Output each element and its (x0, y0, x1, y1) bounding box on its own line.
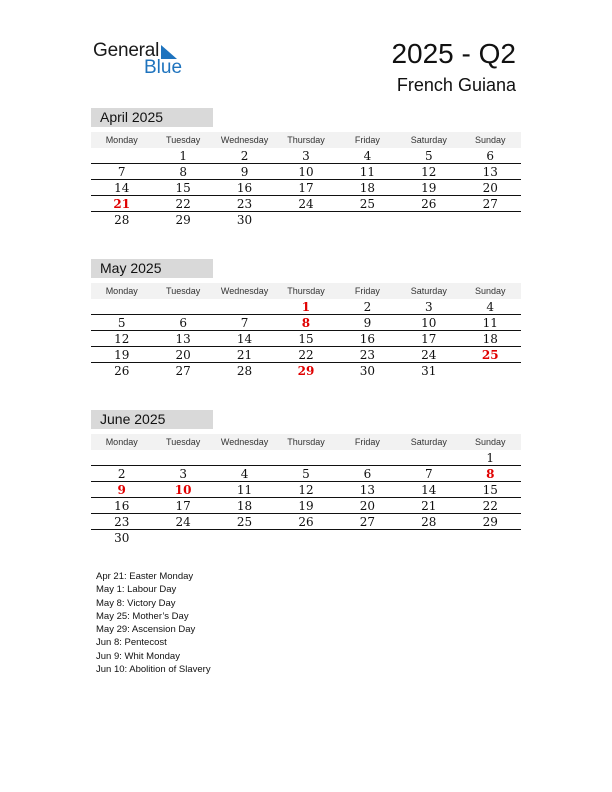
weekday-label: Sunday (474, 437, 506, 447)
weekday-label: Saturday (410, 135, 447, 145)
date-cell: 19 (298, 499, 314, 513)
holiday-note: May 29: Ascension Day (96, 624, 196, 636)
date-cell: 22 (482, 499, 498, 513)
weekday-label: Sunday (474, 286, 506, 296)
date-cell: 19 (114, 348, 130, 362)
date-cell: 21 (421, 499, 437, 513)
logo-text-blue: Blue (144, 57, 183, 78)
holiday-date-cell: 8 (486, 467, 495, 481)
date-cell: 22 (298, 348, 314, 362)
weekday-label: Tuesday (166, 286, 201, 296)
date-cell: 28 (114, 213, 130, 227)
date-cell: 5 (117, 316, 126, 330)
holiday-note: May 25: Mother’s Day (96, 610, 189, 622)
month-may (91, 259, 521, 379)
date-cell: 20 (359, 499, 376, 513)
date-cell: 21 (236, 348, 253, 362)
date-cell: 18 (236, 499, 253, 513)
date-cell: 1 (179, 149, 187, 163)
date-cell: 15 (298, 332, 314, 346)
week-row (91, 196, 521, 212)
holiday-date-cell: 10 (174, 483, 192, 497)
date-cell (275, 530, 336, 546)
holiday-date-cell: 1 (301, 300, 311, 314)
date-cell: 7 (117, 165, 126, 179)
date-cell: 11 (482, 316, 498, 330)
date-cell: 20 (175, 348, 191, 362)
date-cell: 17 (175, 499, 191, 513)
date-cell: 27 (482, 197, 498, 211)
date-cell: 15 (482, 483, 498, 497)
date-cell: 6 (179, 316, 187, 330)
weekday-label: Tuesday (166, 135, 201, 145)
date-cell: 20 (482, 181, 498, 195)
date-cell: 16 (114, 499, 130, 513)
holiday-date-cell: 29 (297, 364, 315, 378)
date-cell: 25 (236, 515, 253, 529)
date-cell (91, 450, 152, 465)
weekday-label: Friday (354, 135, 380, 145)
month-header: May 2025 (91, 259, 213, 278)
date-cell: 28 (421, 515, 437, 529)
date-cell: 22 (175, 197, 191, 211)
date-cell (275, 450, 336, 465)
weekday-header-row (91, 283, 521, 299)
date-cell: 18 (482, 332, 498, 346)
date-cell: 23 (114, 515, 130, 529)
date-cell: 26 (298, 515, 314, 529)
date-cell (91, 148, 152, 163)
brand-logo (93, 40, 193, 80)
week-row (91, 212, 521, 228)
date-cell: 14 (236, 332, 253, 346)
date-cell: 27 (175, 364, 191, 378)
date-cell: 15 (175, 181, 191, 195)
date-cell: 24 (175, 515, 191, 529)
date-cell: 14 (421, 483, 437, 497)
date-cell (398, 450, 459, 465)
date-cell: 11 (359, 165, 376, 179)
date-cell: 11 (236, 483, 253, 497)
date-cell: 24 (421, 348, 437, 362)
holiday-date-cell: 25 (481, 348, 499, 362)
week-row (91, 180, 521, 196)
date-cell: 8 (179, 165, 187, 179)
week-row (91, 164, 521, 180)
date-cell (91, 299, 152, 314)
date-cell: 4 (363, 149, 372, 163)
week-row (91, 315, 521, 331)
holiday-note: Apr 21: Easter Monday (96, 571, 194, 582)
date-cell (214, 530, 275, 546)
date-cell: 29 (175, 213, 191, 227)
date-cell: 13 (482, 165, 498, 179)
date-cell: 26 (421, 197, 437, 211)
date-cell: 7 (425, 467, 433, 481)
date-cell: 31 (421, 364, 437, 378)
holiday-note: Jun 9: Whit Monday (96, 650, 180, 662)
weekday-label: Thursday (287, 286, 325, 296)
date-cell (275, 212, 336, 228)
week-row (91, 530, 521, 546)
week-row (91, 363, 521, 379)
date-cell: 16 (359, 332, 376, 346)
date-cell (214, 299, 275, 314)
holiday-note: Jun 10: Abolition of Slavery (96, 664, 211, 676)
holiday-date-cell: 8 (301, 316, 311, 330)
date-cell (337, 212, 398, 228)
weekday-label: Thursday (287, 135, 325, 145)
weekday-label: Saturday (410, 286, 447, 296)
week-row (91, 148, 521, 164)
date-cell: 17 (421, 332, 437, 346)
date-cell: 6 (486, 149, 495, 163)
date-cell (460, 212, 521, 228)
date-cell: 2 (240, 149, 249, 163)
date-cell: 2 (117, 467, 126, 481)
date-cell: 30 (236, 213, 253, 227)
week-row (91, 498, 521, 514)
date-cell: 9 (240, 165, 249, 179)
date-cell: 3 (302, 149, 310, 163)
date-cell: 12 (298, 483, 314, 497)
date-cell: 4 (240, 467, 249, 481)
date-cell: 24 (298, 197, 314, 211)
date-cell: 5 (425, 149, 433, 163)
date-cell: 14 (114, 181, 130, 195)
date-cell: 13 (359, 483, 376, 497)
date-cell: 26 (114, 364, 130, 378)
weekday-label: Wednesday (220, 286, 269, 296)
date-cell: 1 (486, 451, 495, 465)
date-cell (460, 530, 521, 546)
weekday-label: Sunday (474, 135, 506, 145)
month-header: April 2025 (91, 108, 213, 127)
date-cell: 30 (359, 364, 376, 378)
date-cell (460, 363, 521, 379)
holiday-note: May 1: Labour Day (96, 584, 177, 596)
date-cell: 12 (114, 332, 130, 346)
date-cell: 6 (363, 467, 372, 481)
logo-text-general: General (93, 40, 160, 61)
date-cell: 18 (359, 181, 376, 195)
date-cell: 13 (175, 332, 191, 346)
date-cell: 16 (236, 181, 253, 195)
date-cell: 3 (425, 300, 433, 314)
week-row (91, 347, 521, 363)
weekday-label: Monday (105, 437, 138, 447)
holiday-date-cell: 9 (117, 483, 126, 497)
date-cell: 7 (240, 316, 249, 330)
date-cell: 9 (363, 316, 372, 330)
date-cell: 17 (298, 181, 314, 195)
holiday-date-cell: 21 (113, 197, 131, 211)
date-cell (337, 450, 398, 465)
region-name: French Guiana (396, 75, 516, 95)
month-june (91, 410, 521, 546)
week-row (91, 514, 521, 530)
month-header: June 2025 (91, 410, 213, 429)
date-cell (152, 299, 213, 314)
weekday-label: Tuesday (166, 437, 201, 447)
date-cell: 10 (421, 316, 437, 330)
weekday-label: Saturday (410, 437, 447, 447)
date-cell: 10 (298, 165, 314, 179)
date-cell: 5 (302, 467, 310, 481)
weekday-label: Wednesday (220, 135, 269, 145)
date-cell: 12 (421, 165, 437, 179)
date-cell: 23 (359, 348, 376, 362)
date-cell: 4 (486, 300, 495, 314)
weekday-label: Wednesday (220, 437, 269, 447)
date-cell (337, 530, 398, 546)
weekday-header-row (91, 132, 521, 148)
date-cell: 25 (359, 197, 376, 211)
week-row (91, 299, 521, 315)
date-cell: 19 (421, 181, 437, 195)
date-cell (214, 450, 275, 465)
date-cell: 3 (179, 467, 187, 481)
holiday-notes (96, 570, 211, 676)
week-row (91, 450, 521, 466)
date-cell (398, 212, 459, 228)
holiday-note: Jun 8: Pentecost (96, 637, 167, 649)
month-april (91, 108, 521, 228)
date-cell: 27 (359, 515, 376, 529)
date-cell (398, 530, 459, 546)
date-cell: 23 (236, 197, 253, 211)
weekday-label: Monday (105, 135, 138, 145)
weekday-label: Monday (105, 286, 138, 296)
page-title: 2025 - Q2 (391, 38, 516, 69)
weekday-label: Thursday (287, 437, 325, 447)
week-row (91, 466, 521, 482)
date-cell (152, 450, 213, 465)
weekday-label: Friday (354, 286, 380, 296)
weekday-header-row (91, 434, 521, 450)
date-cell: 2 (363, 300, 372, 314)
weekday-label: Friday (354, 437, 380, 447)
date-cell: 28 (236, 364, 253, 378)
week-row (91, 331, 521, 347)
week-row (91, 482, 521, 498)
date-cell (152, 530, 213, 546)
date-cell: 30 (114, 531, 130, 545)
date-cell: 29 (482, 515, 498, 529)
holiday-note: May 8: Victory Day (96, 597, 176, 609)
